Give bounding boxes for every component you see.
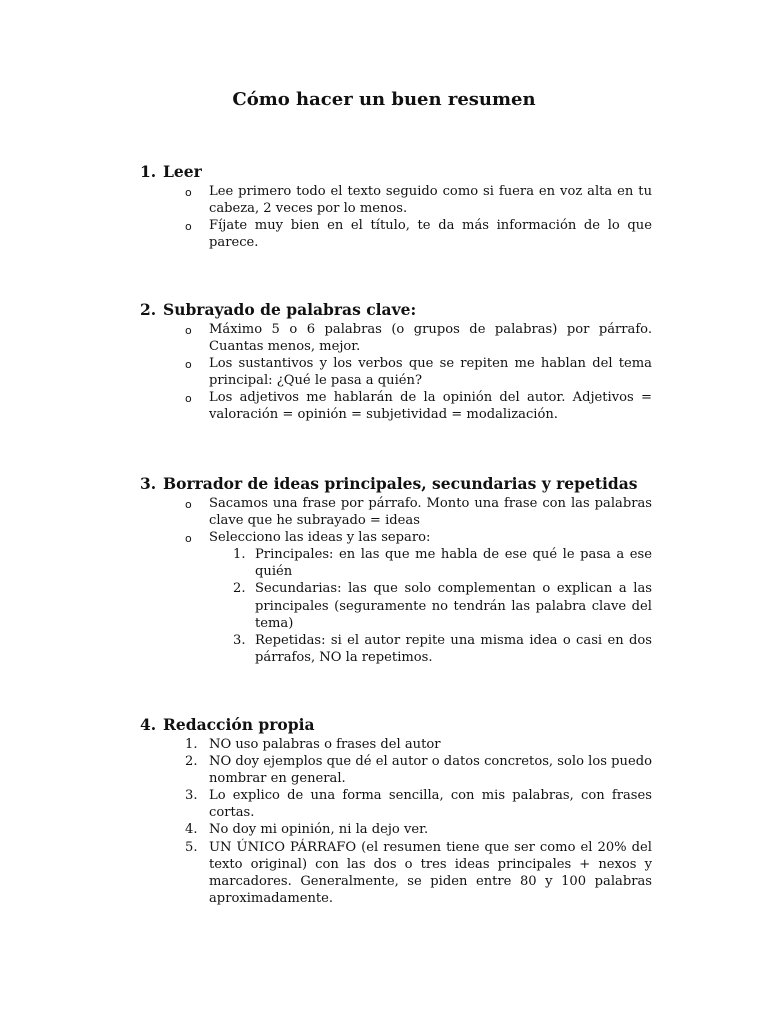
section-number: 2. — [140, 300, 157, 319]
section-number: 1. — [140, 162, 157, 181]
list-item-text: Máximo 5 o 6 palabras (o grupos de palabras) por párrafo. Cuantas menos, mejor. — [209, 322, 652, 355]
sublist-item — [140, 632, 652, 666]
list-number: 1. — [185, 737, 198, 752]
list-item-text: No doy mi opinión, ni la dejo ver. — [209, 822, 429, 838]
list-item — [140, 321, 652, 355]
sublist-item-text: Principales: en las que me habla de ese qué le pasa a ese quién — [255, 547, 652, 580]
sublist-number: 1. — [233, 547, 246, 563]
list-item-text: Selecciono las ideas y las separo: — [209, 530, 431, 546]
bullet-list — [140, 183, 652, 251]
list-item-text: Sacamos una frase por párrafo. Monto una frase con las palabras clave que he subrayado = ideas — [209, 496, 652, 529]
list-item-text: Los adjetivos me hablarán de la opinión del autor. Adjetivos = valoración = opinión = subjetividad = modalización. — [209, 390, 652, 423]
list-item — [140, 217, 652, 251]
list-item-text: NO uso palabras o frases del autor — [209, 737, 441, 752]
list-number: 5. — [185, 839, 198, 855]
list-item — [140, 753, 652, 787]
numbered-sublist — [140, 546, 652, 666]
list-item — [140, 736, 652, 753]
document-title: Cómo hacer un buen resumen — [232, 89, 536, 110]
section-heading — [140, 300, 652, 320]
sublist-item — [140, 546, 652, 580]
list-item-text: UN ÚNICO PÁRRAFO (el resumen tiene que ser como el 20% del texto original) con las dos o tres ideas principales + nexos y marcadores. Generalmente, se piden entre 80 y 100 palabras aproximadamente. — [209, 839, 652, 906]
section-title: Leer — [163, 162, 202, 181]
bullet-marker: o — [185, 358, 192, 372]
numbered-list — [140, 736, 652, 907]
list-item — [140, 355, 652, 389]
bullet-marker: o — [185, 498, 192, 511]
bullet-marker: o — [185, 324, 192, 337]
sublist-item — [140, 580, 652, 631]
bullet-marker: o — [185, 220, 192, 234]
list-item — [140, 821, 652, 838]
list-item-text: Los sustantivos y los verbos que se repiten me hablan del tema principal: ¿Qué le pasa a quién? — [209, 356, 652, 389]
section-number: 3. — [140, 474, 157, 493]
section-heading — [140, 474, 652, 494]
list-item — [140, 183, 652, 217]
sublist-number: 3. — [233, 632, 246, 648]
sublist-item-text: Repetidas: si el autor repite una misma idea o casi en dos párrafos, NO la repetimos. — [255, 632, 652, 665]
sublist-number: 2. — [233, 581, 246, 597]
list-number: 4. — [185, 822, 198, 838]
section-subrayado — [140, 300, 652, 424]
bullet-list — [140, 321, 652, 424]
list-item-text: Lee primero todo el texto seguido como si fuera en voz alta en tu cabeza, 2 veces por lo menos. — [209, 184, 652, 217]
bullet-list — [140, 495, 652, 666]
list-number: 3. — [185, 788, 198, 804]
list-number: 2. — [185, 754, 198, 770]
list-item — [140, 389, 652, 423]
section-borrador — [140, 474, 652, 666]
section-leer — [140, 162, 652, 251]
list-item — [140, 529, 652, 666]
section-heading — [140, 715, 652, 735]
sublist-item-text: Secundarias: las que solo complementan o explican a las principales (seguramente no tendrán las palabra clave del tema) — [255, 581, 652, 631]
section-heading — [140, 162, 652, 182]
section-title: Borrador de ideas principales, secundarias y repetidas — [163, 474, 638, 493]
section-title: Redacción propia — [163, 715, 315, 734]
list-item — [140, 787, 652, 821]
section-title: Subrayado de palabras clave: — [163, 300, 417, 319]
list-item-text: Lo explico de una forma sencilla, con mis palabras, con frases cortas. — [209, 788, 652, 821]
bullet-marker: o — [185, 392, 192, 406]
list-item-text: Fíjate muy bien en el título, te da más información de lo que parece. — [209, 218, 652, 251]
bullet-marker: o — [185, 186, 192, 199]
section-redaccion — [140, 715, 652, 907]
list-item-text: NO doy ejemplos que dé el autor o datos concretos, solo los puedo nombrar en general. — [209, 754, 652, 787]
bullet-marker: o — [185, 532, 192, 546]
section-number: 4. — [140, 715, 157, 734]
list-item — [140, 495, 652, 529]
list-item — [140, 839, 652, 907]
